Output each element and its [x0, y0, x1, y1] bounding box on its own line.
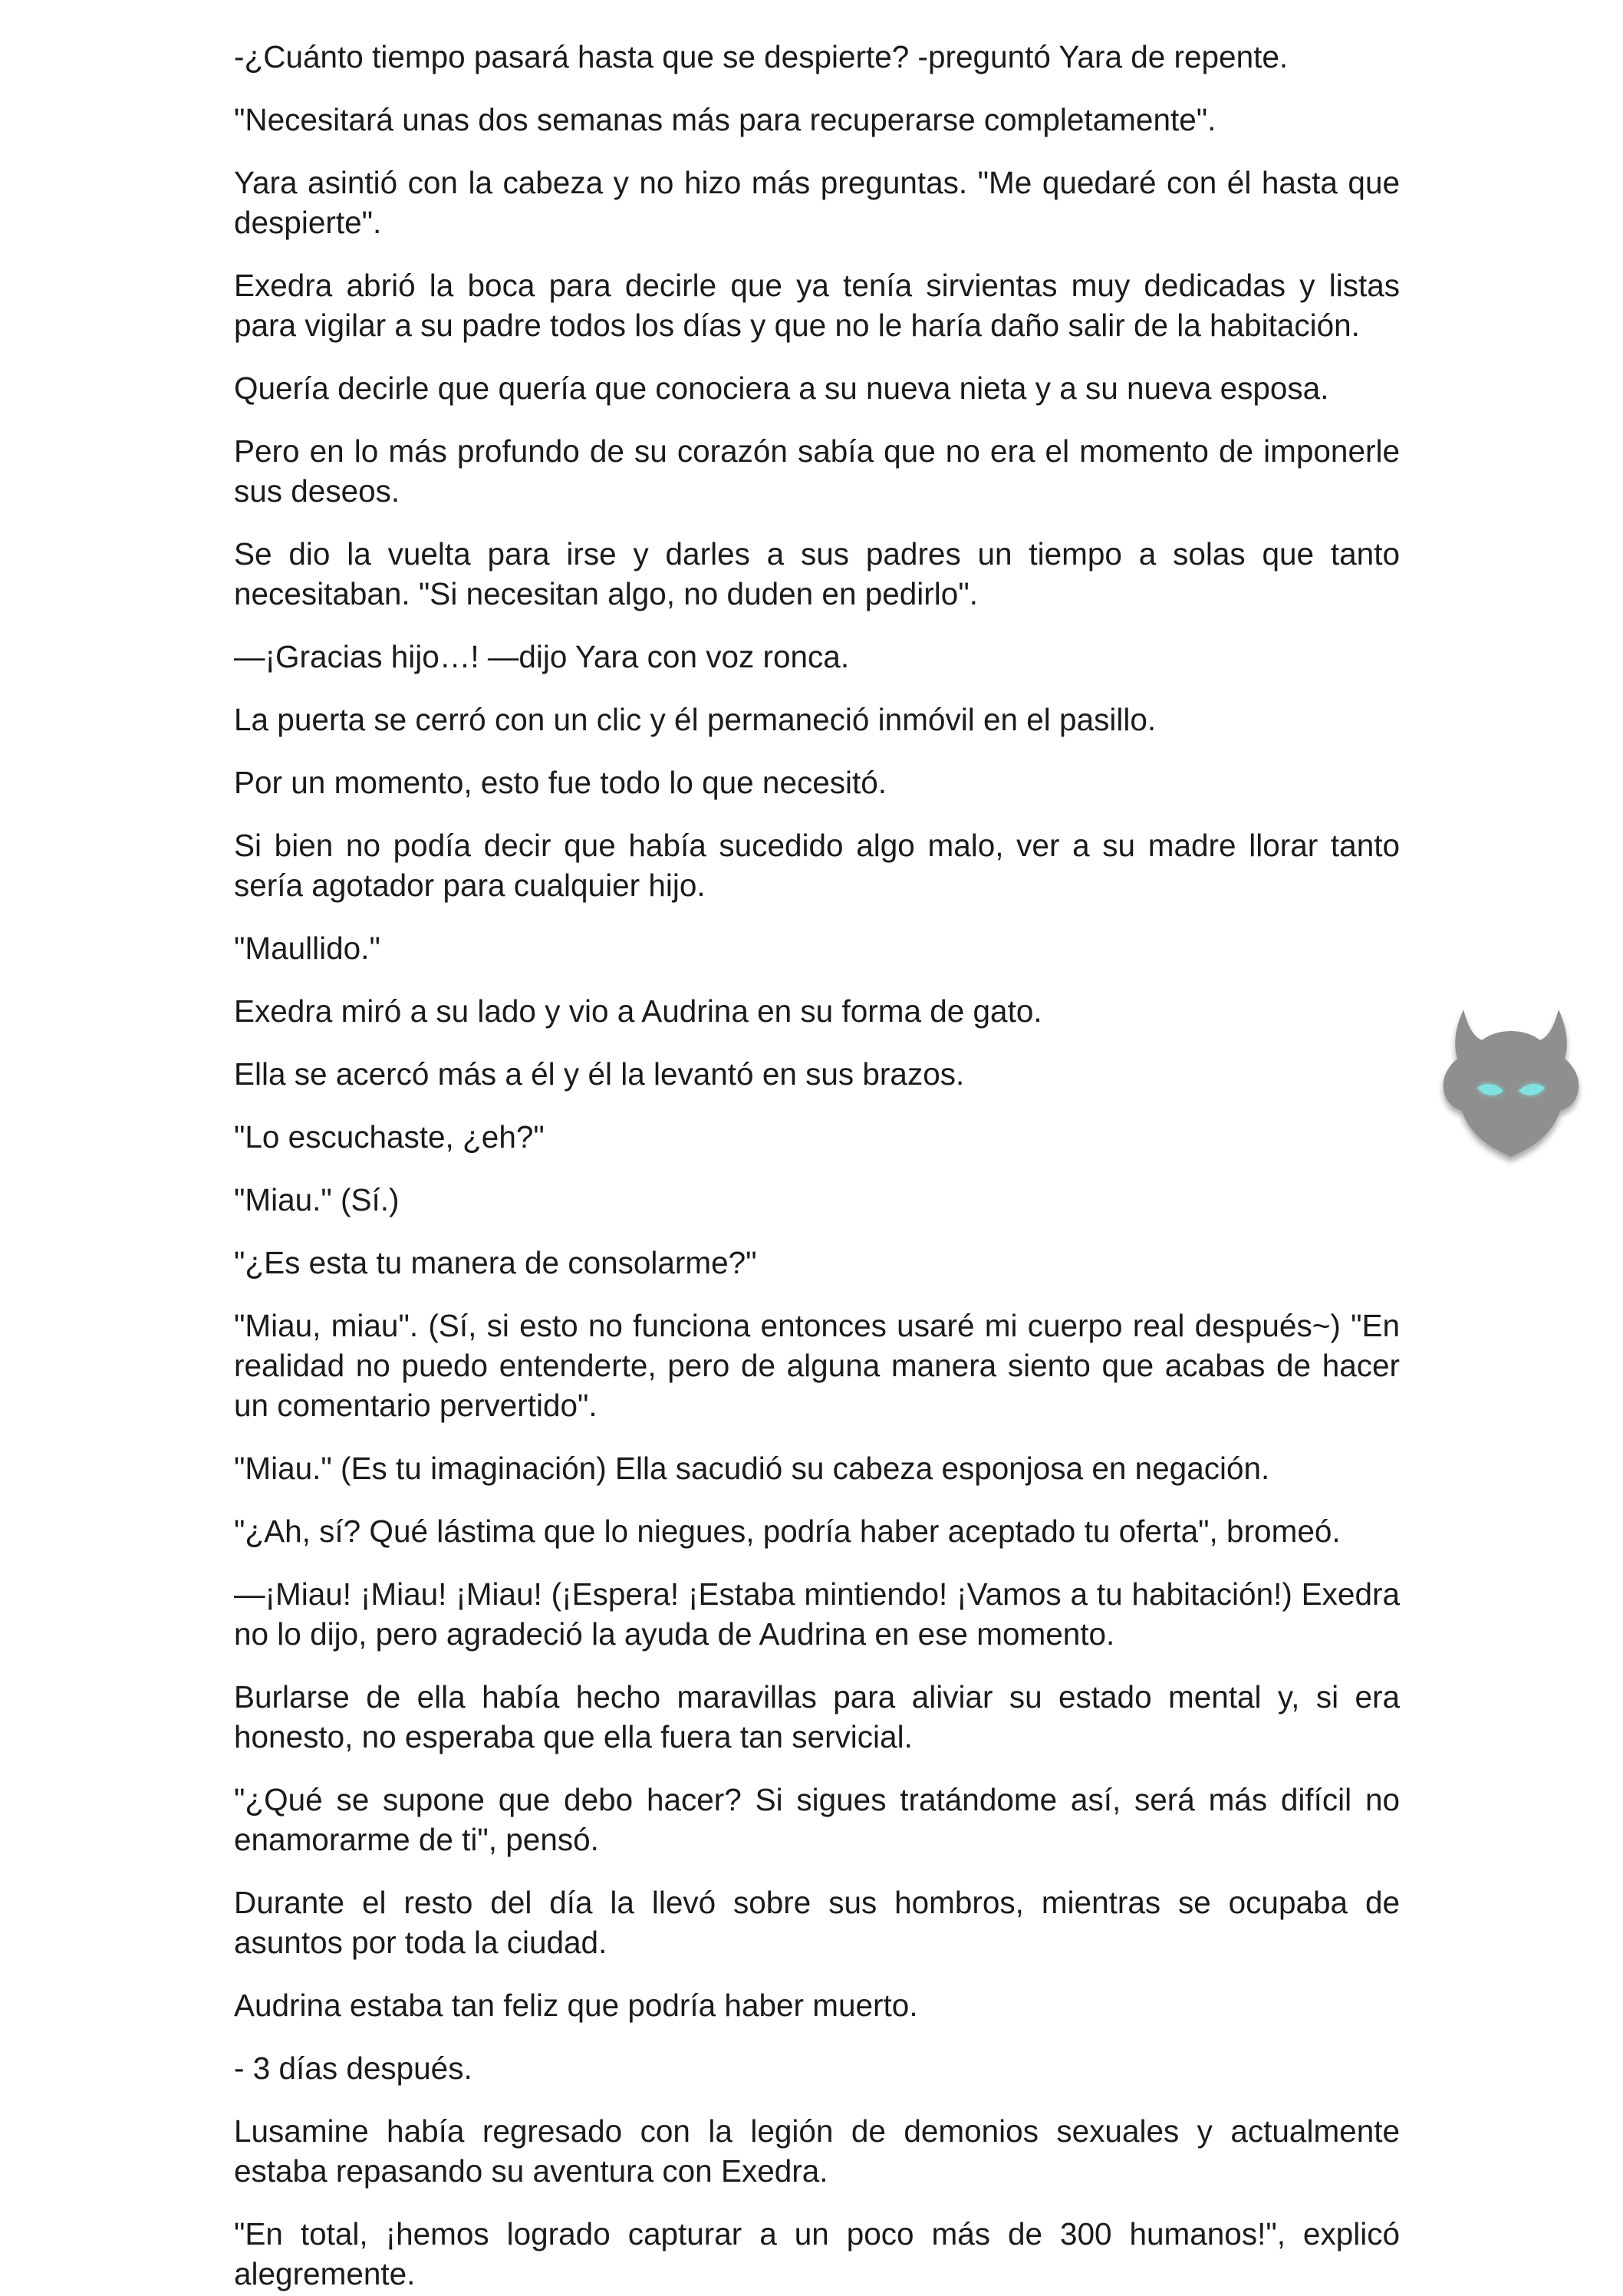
- paragraph: Por un momento, esto fue todo lo que necesitó.: [234, 765, 887, 800]
- paragraph: —¡Miau! ¡Miau! ¡Miau! (¡Espera! ¡Estaba mintiendo! ¡Vamos a tu habitación!) Exedra no lo dijo, pero agradeció la ayuda de Audrina en ese momento.: [234, 1576, 1400, 1652]
- paragraph: Audrina estaba tan feliz que podría haber muerto.: [234, 1988, 918, 2023]
- paragraph: "¿Ah, sí? Qué lástima que lo niegues, podría haber aceptado tu oferta", bromeó.: [234, 1514, 1341, 1549]
- paragraph: —¡Gracias hijo…! —dijo Yara con voz ronca.: [234, 639, 850, 674]
- paragraph: - 3 días después.: [234, 2051, 472, 2086]
- paragraph: La puerta se cerró con un clic y él permaneció inmóvil en el pasillo.: [234, 702, 1157, 737]
- paragraph: Se dio la vuelta para irse y darles a sus padres un tiempo a solas que tanto necesitaban. "Si necesitan algo, no duden en pedirlo".: [234, 536, 1400, 611]
- paragraph: Si bien no podía decir que había sucedido algo malo, ver a su madre llorar tanto sería agotador para cualquier hijo.: [234, 828, 1400, 903]
- paragraph: Quería decirle que quería que conociera a su nueva nieta y a su nueva esposa.: [234, 371, 1329, 406]
- paragraph: "Maullido.": [234, 931, 380, 966]
- paragraph: "¿Qué se supone que debo hacer? Si sigues tratándome así, será más difícil no enamorarme de ti", pensó.: [234, 1782, 1400, 1857]
- demon-head-icon: [1434, 996, 1588, 1166]
- paragraph: Pero en lo más profundo de su corazón sabía que no era el momento de imponerle sus deseos.: [234, 433, 1400, 509]
- paragraph: "En total, ¡hemos logrado capturar a un poco más de 300 humanos!", explicó alegremente.: [234, 2216, 1400, 2291]
- paragraph: "Lo escuchaste, ¿eh?": [234, 1119, 545, 1155]
- demon-head-icon-graphic: [1434, 996, 1588, 1166]
- paragraph: Exedra miró a su lado y vio a Audrina en su forma de gato.: [234, 993, 1042, 1029]
- paragraph: "¿Es esta tu manera de consolarme?": [234, 1245, 757, 1280]
- paragraph: Durante el resto del día la llevó sobre sus hombros, mientras se ocupaba de asuntos por toda la ciudad.: [234, 1885, 1400, 1960]
- paragraph: Burlarse de ella había hecho maravillas para aliviar su estado mental y, si era honesto, no esperaba que ella fuera tan servicial.: [234, 1679, 1400, 1754]
- paragraph: Yara asintió con la cabeza y no hizo más preguntas. "Me quedaré con él hasta que despierte".: [234, 165, 1400, 240]
- paragraph: "Miau, miau". (Sí, si esto no funciona entonces usaré mi cuerpo real después~) "En realidad no puedo entenderte, pero de alguna manera siento que acabas de hacer un comentario pervertido".: [234, 1308, 1400, 1423]
- paragraph: "Miau." (Es tu imaginación) Ella sacudió su cabeza esponjosa en negación.: [234, 1451, 1270, 1486]
- paragraph: -¿Cuánto tiempo pasará hasta que se despierte? -preguntó Yara de repente.: [234, 39, 1289, 74]
- text-body: [234, 37, 1400, 2294]
- paragraph: Lusamine había regresado con la legión de demonios sexuales y actualmente estaba repasando su aventura con Exedra.: [234, 2113, 1400, 2189]
- paragraph: Exedra abrió la boca para decirle que ya tenía sirvientas muy dedicadas y listas para vigilar a su padre todos los días y que no le haría daño salir de la habitación.: [234, 268, 1400, 343]
- paragraph: Ella se acercó más a él y él la levantó en sus brazos.: [234, 1056, 965, 1092]
- paragraph: "Miau." (Sí.): [234, 1182, 400, 1217]
- paragraph: "Necesitará unas dos semanas más para recuperarse completamente".: [234, 102, 1216, 137]
